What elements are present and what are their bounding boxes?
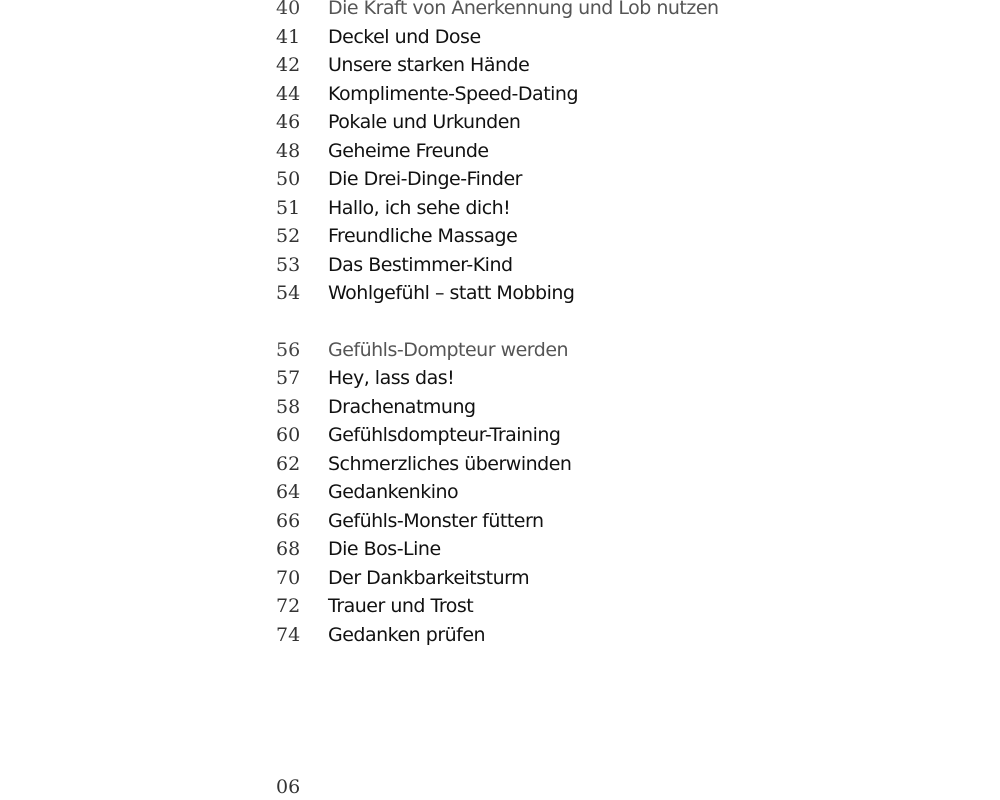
entry-title: Der Dankbarkeitsturm xyxy=(328,566,530,589)
entry-title: Gefühls-Monster füttern xyxy=(328,509,544,532)
page-folio: 06 xyxy=(276,776,301,798)
page-number: 48 xyxy=(276,139,301,162)
toc-entry xyxy=(276,564,876,593)
entry-title: Freundliche Massage xyxy=(328,225,518,247)
page-number: 72 xyxy=(276,595,301,617)
page-number: 58 xyxy=(276,395,301,418)
toc-entry xyxy=(276,535,876,564)
toc-entry xyxy=(276,165,876,194)
toc-entry xyxy=(276,137,876,166)
toc-entry xyxy=(276,393,876,422)
toc-entry xyxy=(276,23,876,52)
section-title: Gefühls-Dompteur werden xyxy=(328,338,569,361)
page-number: 50 xyxy=(276,168,301,190)
entry-title: Hallo, ich sehe dich! xyxy=(328,196,511,219)
page-number: 56 xyxy=(276,338,301,361)
entry-title: Deckel und Dose xyxy=(328,25,481,48)
toc-entry xyxy=(276,108,876,137)
table-of-contents xyxy=(276,0,876,677)
page-number: 44 xyxy=(276,82,301,105)
page-number: 74 xyxy=(276,623,301,646)
toc-section-anerkennung xyxy=(276,0,876,308)
toc-entry xyxy=(276,592,876,621)
toc-entry xyxy=(276,450,876,479)
page-number: 51 xyxy=(276,196,301,219)
entry-title: Trauer und Trost xyxy=(328,595,474,617)
page-number: 41 xyxy=(276,25,301,48)
entry-title: Gedankenkino xyxy=(328,481,459,503)
page-number: 62 xyxy=(276,452,301,475)
entry-title: Gedanken prüfen xyxy=(328,623,486,646)
toc-entry xyxy=(276,51,876,80)
entry-title: Das Bestimmer-Kind xyxy=(328,253,513,276)
entry-title: Die Drei-Dinge-Finder xyxy=(328,168,522,190)
toc-section-gefuehle xyxy=(276,336,876,650)
page-number: 46 xyxy=(276,111,301,133)
toc-section-heading xyxy=(276,336,876,365)
page-number: 42 xyxy=(276,54,301,76)
page-number: 54 xyxy=(276,282,301,304)
section-title: Die Kraft von Anerkennung und Lob nutzen xyxy=(328,0,719,19)
toc-entry xyxy=(276,80,876,109)
toc-entry xyxy=(276,507,876,536)
toc-entry xyxy=(276,222,876,251)
page-number: 60 xyxy=(276,424,301,446)
toc-entry xyxy=(276,478,876,507)
toc-entry xyxy=(276,194,876,223)
entry-title: Unsere starken Hände xyxy=(328,54,530,76)
page-number: 68 xyxy=(276,538,301,560)
entry-title: Gefühlsdompteur-Training xyxy=(328,424,561,446)
toc-entry xyxy=(276,279,876,308)
page-number: 53 xyxy=(276,253,301,276)
entry-title: Drachenatmung xyxy=(328,395,476,418)
entry-title: Komplimente-Speed-Dating xyxy=(328,82,579,105)
page-number: 52 xyxy=(276,225,301,247)
entry-title: Wohlgefühl – statt Mobbing xyxy=(328,282,575,304)
toc-entry xyxy=(276,421,876,450)
toc-entry xyxy=(276,621,876,650)
toc-entry xyxy=(276,364,876,393)
entry-title: Die Bos-Line xyxy=(328,538,441,560)
entry-title: Pokale und Urkunden xyxy=(328,111,521,133)
entry-title: Hey, lass das! xyxy=(328,367,455,389)
page-number: 64 xyxy=(276,481,301,503)
toc-section-heading xyxy=(276,0,876,23)
entry-title: Geheime Freunde xyxy=(328,139,489,162)
toc-entry xyxy=(276,251,876,280)
page-number: 66 xyxy=(276,509,301,532)
page-number: 57 xyxy=(276,367,301,389)
page-number: 70 xyxy=(276,566,301,589)
page-number: 40 xyxy=(276,0,301,19)
entry-title: Schmerzliches überwinden xyxy=(328,452,572,475)
